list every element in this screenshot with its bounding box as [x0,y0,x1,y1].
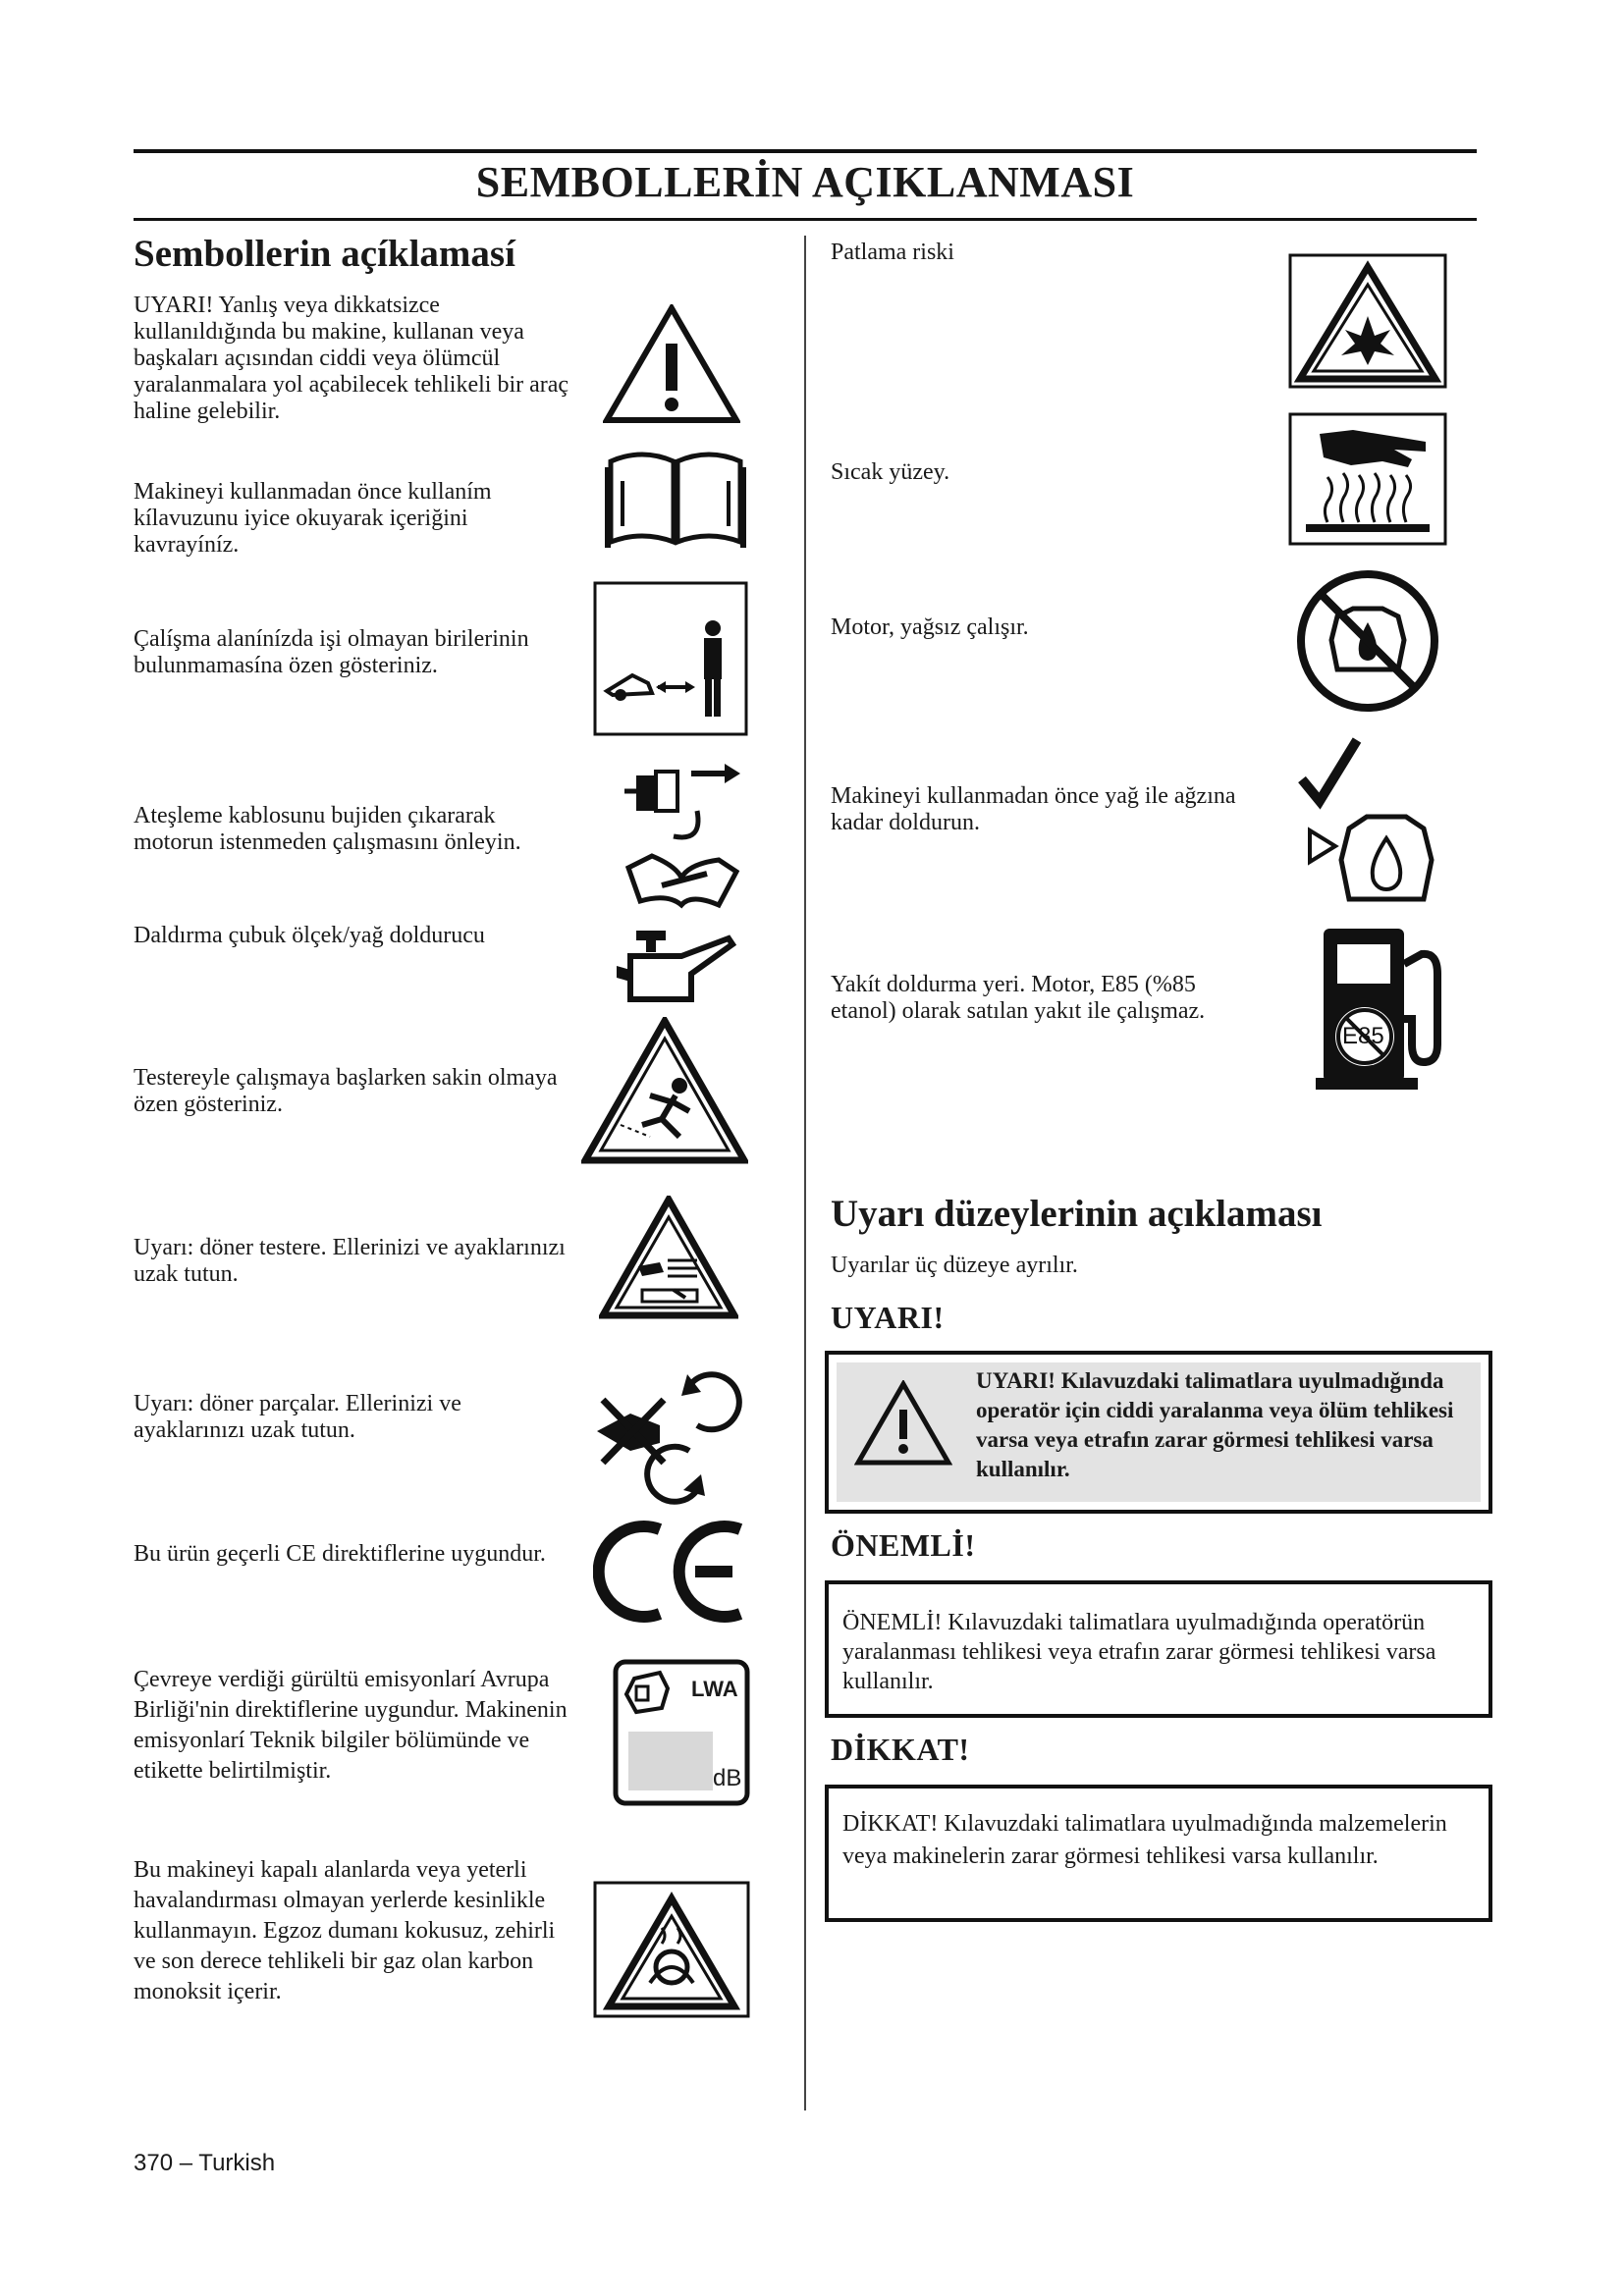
keep-distance-icon [593,581,748,736]
slipping-person-icon [581,1017,748,1164]
symbol-description-rotating-parts: Uyarı: döner parçalar. Ellerinizi ve ayaklarınızı uzak tutun. [134,1391,461,1443]
symbol-description-explosion: Patlama riski [831,240,954,265]
symbol-description-exhaust: Bu makineyi kapalı alanlarda veya yeterli havalandırması olmayan yerlerde kesinlikle kullanmayın. Egzoz dumanı kokusuz, zehirli ve son derece tehlikeli bir gaz olan karbon monoksit içerir. [134,1857,556,2004]
open-manual-icon [603,444,748,552]
warning-box-triangle-icon [854,1380,952,1467]
header-rule-bottom [134,218,1477,221]
ce-mark-icon [593,1518,750,1626]
symbol-description-rotating-saw: Uyarı: döner testere. Ellerinizi ve ayaklarınızı uzak tutun. [134,1235,566,1287]
important-text: ÖNEMLİ! Kılavuzdaki talimatlara uyulmadığında operatörün yaralanması tehlikesi veya etrafın zarar görmesi tehlikesi varsa kullanılır. [842,1610,1436,1694]
header-rule-top [134,149,1477,153]
fill-oil-icon [1298,732,1445,909]
warning-box-fill [837,1362,1481,1502]
symbol-description-fill-oil: Makineyi kullanmadan önce yağ ile ağzına kadar doldurun. [831,783,1236,835]
page-footer: 370 – Turkish [134,2150,276,2176]
rotating-parts-icon [591,1353,748,1510]
warning-heading: UYARI! [831,1300,945,1335]
no-oil-engine-icon [1294,567,1441,715]
warning-box [825,1351,1492,1514]
fuel-e85-label: E85 [1342,1023,1384,1049]
important-heading: ÖNEMLİ! [831,1527,976,1563]
symbol-description-dipstick: Daldırma çubuk ölçek/yağ doldurucu [134,923,485,948]
levels-intro: Uyarılar üç düzeye ayrılır. [831,1253,1078,1278]
symbol-description-stay-calm: Testereyle çalışmaya başlarken sakin olmaya özen gösteriniz. [134,1065,558,1117]
caution-text: DİKKAT! Kılavuzdaki talimatlara uyulmadığında malzemelerin veya makinelerin zarar görmesi tehlikesi varsa kullanılır. [842,1811,1447,1869]
column-divider [804,236,806,2110]
exhaust-fumes-icon [593,1881,750,2018]
symbol-description-ce: Bu ürün geçerli CE direktiflerine uygundur. [134,1541,546,1567]
symbol-description-bystanders: Çalíşma alanínízda işi olmayan birilerinin bulunmamasína özen gösteriniz. [134,626,529,678]
important-box [825,1580,1492,1718]
levels-heading: Uyarı düzeylerinin açıklaması [831,1193,1323,1235]
hot-surface-icon [1288,412,1447,546]
symbol-description-hot-surface: Sıcak yüzey. [831,459,950,485]
symbol-description-spark-plug: Ateşleme kablosunu bujiden çıkararak motorun istenmeden çalışmasını önleyin. [134,803,521,855]
explosion-icon [1288,253,1447,389]
noise-lwa-label: LWA [691,1677,738,1701]
fuel-pump-icon [1314,925,1451,1092]
symbol-description-noise: Çevreye verdiği gürültü emisyonlarí Avrupa Birliği'nin direktiflerine uygundur. Makinenin emisyonlarí Teknik bilgiler bölümünde ve etikette belirtilmiştir. [134,1667,568,1784]
caution-box [825,1785,1492,1922]
noise-label-icon [613,1659,750,1806]
symbol-description-fuel: Yakít doldurma yeri. Motor, E85 (%85 etanol) olarak satılan yakıt ile çalışmaz. [831,972,1206,1024]
oil-can-icon [613,927,750,1005]
page-title: SEMBOLLERİN AÇIKLANMASI [475,158,1135,206]
spark-plug-disconnect-icon [613,758,746,915]
caution-heading: DİKKAT! [831,1732,970,1767]
symbol-description-no-oil: Motor, yağsız çalışır. [831,614,1029,640]
section-heading: Sembollerin açíklamasí [134,233,515,275]
symbol-description-manual: Makineyi kullanmadan önce kullaním kílavuzunu iyice okuyarak içeriğini kavrayíníz. [134,479,492,558]
warning-triangle-icon [603,304,740,424]
rotating-blade-warning-icon [599,1196,738,1319]
warning-text: UYARI! Kılavuzdaki talimatlara uyulmadığında operatör için ciddi yaralanma veya ölüm tehlikesi varsa veya etrafın zarar görmesi tehlikesi varsa kullanılır. [976,1368,1454,1481]
noise-db-label: dB [713,1765,742,1791]
symbol-description-warning: UYARI! Yanlış veya dikkatsizce kullanıldığında bu makine, kullanan veya başkaları açısından ciddi veya ölümcül yaralanmalara yol açabilecek tehlikeli bir araç haline gelebilir. [134,293,569,424]
